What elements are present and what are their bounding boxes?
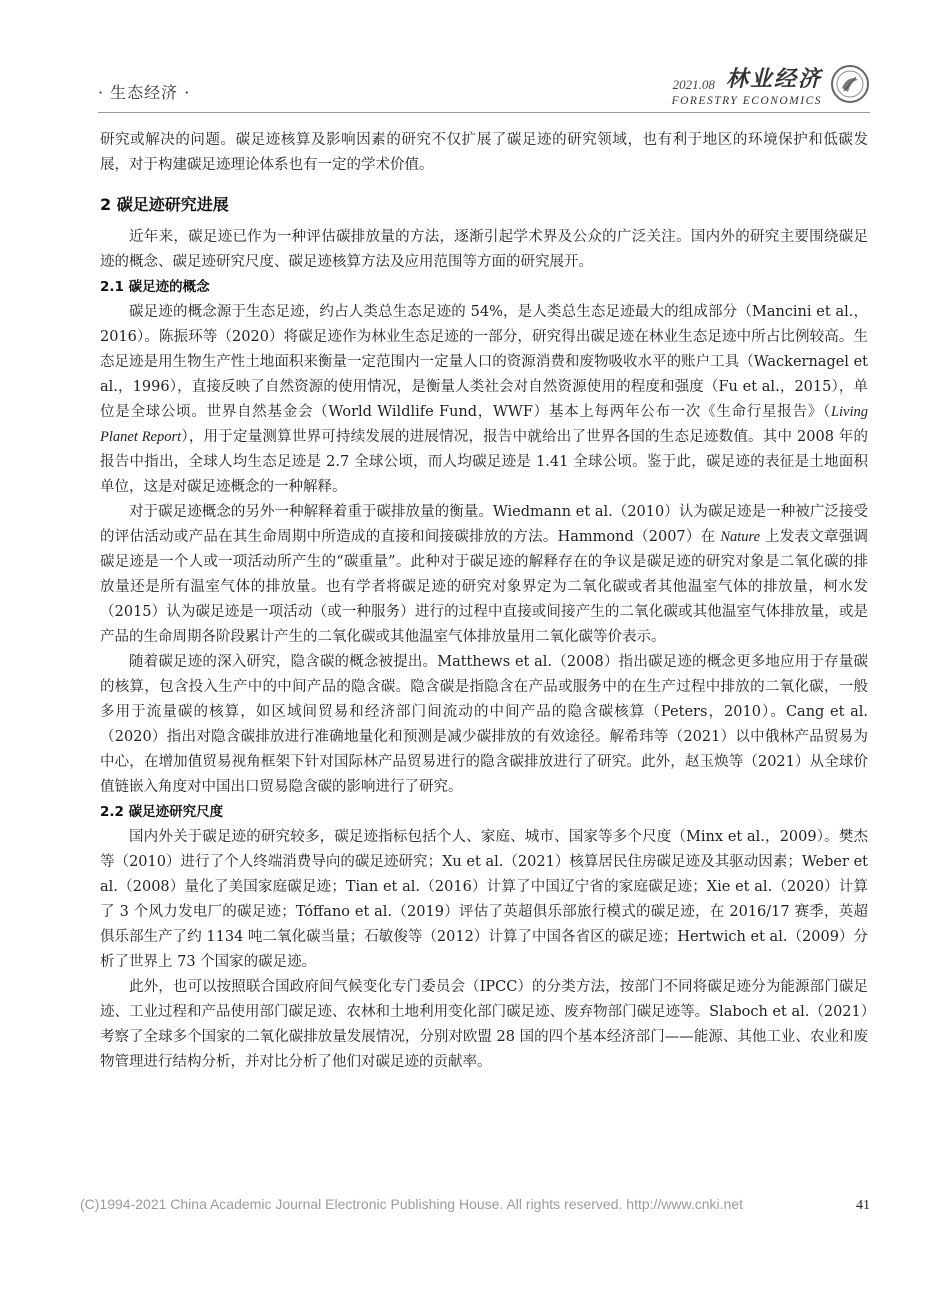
paragraph-intro-continued: 研究或解决的问题。碳足迹核算及影响因素的研究不仅扩展了碳足迹的研究领域，也有利于地区的环境保护和低碳发展，对于构建碳足迹理论体系也有一定的学术价值。 <box>100 132 868 173</box>
italic-title: Living Planet Report <box>100 404 868 445</box>
text-run: 碳足迹的概念源于生态足迹，约占人类总生态足迹的 54%，是人类总生态足迹最大的组成部分（Mancini et al.，2016）。陈振环等（2020）将碳足迹作为林业生态足迹的一部分，研究得出碳足迹在林业生态足迹中所占比例较高。生态足迹是用生物生产性土地面积来衡量一定范围内一定量人口的资源消费和废物吸收水平的账户工具（Wackernagel et al.，1996），直接反映了自然资源的使用情况，是衡量人类社会对自然资源使用的程度和强度（Fu et al.，2015），单位是全球公顷。世界自然基金会（World Wildlife Fund，WWF）基本上每两年公布一次《生命行星报告》（ <box>100 304 868 420</box>
issue-number: 2021.08 <box>672 77 715 92</box>
copyright-notice: (C)1994-2021 China Academic Journal Electronic Publishing House. All rights reserved. http://www.cnki.net <box>80 1196 743 1212</box>
section-heading-2: 2 碳足迹研究进展 <box>100 195 229 214</box>
section-tag: · 生态经济 · <box>98 83 191 102</box>
header-rule <box>98 112 870 113</box>
paragraph-section2-intro: 近年来，碳足迹已作为一种评估碳排放量的方法，逐渐引起学术界及公众的广泛关注。国内外的研究主要围绕碳足迹的概念、碳足迹研究尺度、碳足迹核算方法及应用范围等方面的研究展开。 <box>100 229 868 270</box>
page-footer <box>80 1196 870 1220</box>
paragraph-2-1-a <box>100 300 868 500</box>
text-run: ），用于定量测算世界可持续发展的进展情况，报告中就给出了世界各国的生态足迹数值。其中 2008 年的报告中指出，全球人均生态足迹是 2.7 全球公顷，而人均碳足迹是 1.41 全球公顷。鉴于此，碳足迹的表征是土地面积单位，这是对碳足迹概念的一种解释。 <box>100 429 868 495</box>
journal-masthead <box>672 62 822 107</box>
article-body <box>100 128 868 1075</box>
text-run: 上发表文章强调碳足迹是一个人或一项活动所产生的“碳重量”。此种对于碳足迹的解释存在的争议是碳足迹的研究对象是二氧化碳的排放量还是所有温室气体的排放量。也有学者将碳足迹的研究对象界定为二氧化碳或者其他温室气体的排放量，柯水发（2015）认为碳足迹是一项活动（或一种服务）进行的过程中直接或间接产生的二氧化碳或其他温室气体排放量，或是产品的生命周期各阶段累计产生的二氧化碳或其他温室气体排放量用二氧化碳等价表示。 <box>100 529 868 645</box>
subsection-heading-2-1: 2.1 碳足迹的概念 <box>100 279 210 295</box>
paragraph-2-1-b <box>100 500 868 650</box>
page-number: 41 <box>856 1198 870 1213</box>
page-header <box>0 0 950 120</box>
journal-name-en: FORESTRY ECONOMICS <box>671 95 822 107</box>
paragraph-2-2-b: 此外，也可以按照联合国政府间气候变化专门委员会（IPCC）的分类方法，按部门不同将碳足迹分为能源部门碳足迹、工业过程和产品使用部门碳足迹、农林和土地利用变化部门碳足迹、废弃物部门碳足迹等。Slaboch et al.（2021）考察了全球多个国家的二氧化碳排放量发展情况，分别对欧盟 28 国的四个基本经济部门——能源、其他工业、农业和废物管理进行结构分析，并对比分析了他们对碳足迹的贡献率。 <box>100 979 868 1070</box>
italic-title: Nature <box>720 529 761 545</box>
journal-name-cn: 林业经济 <box>725 66 822 92</box>
journal-emblem-icon <box>830 64 870 104</box>
text-run: 对于碳足迹概念的另外一种解释着重于碳排放量的衡量。Wiedmann et al.（2010）认为碳足迹是一种被广泛接受的评估活动或产品在其生命周期中所造成的直接和间接碳排放的方法。Hammond（2007）在 <box>100 504 868 545</box>
paragraph-2-2-a: 国内外关于碳足迹的研究较多，碳足迹指标包括个人、家庭、城市、国家等多个尺度（Minx et al.，2009）。樊杰等（2010）进行了个人终端消费导向的碳足迹研究；Xu et al.（2021）核算居民住房碳足迹及其驱动因素；Weber et al.（2008）量化了美国家庭碳足迹；Tian et al.（2016）计算了中国辽宁省的家庭碳足迹；Xie et al.（2020）计算了 3 个风力发电厂的碳足迹；Tóffano et al.（2019）评估了英超俱乐部旅行模式的碳足迹，在 2016/17 赛季，英超俱乐部生产了约 1134 吨二氧化碳当量；石敏俊等（2012）计算了中国各省区的碳足迹；Hertwich et al.（2009）分析了世界上 73 个国家的碳足迹。 <box>100 829 868 970</box>
subsection-heading-2-2: 2.2 碳足迹研究尺度 <box>100 804 224 820</box>
paragraph-2-1-c: 随着碳足迹的深入研究，隐含碳的概念被提出。Matthews et al.（2008）指出碳足迹的概念更多地应用于存量碳的核算，包含投入生产中的中间产品的隐含碳。隐含碳是指隐含在产品或服务中的在生产过程中排放的二氧化碳，一般多用于流量碳的核算，如区域间贸易和经济部门间流动的中间产品的隐含碳核算（Peters，2010）。Cang et al.（2020）指出对隐含碳排放进行准确地量化和预测是减少碳排放的有效途径。解希玮等（2021）以中俄林产品贸易为中心，在增加值贸易视角框架下针对国际林产品贸易进行的隐含碳排放进行了研究。此外，赵玉焕等（2021）从全球价值链嵌入角度对中国出口贸易隐含碳的影响进行了研究。 <box>100 654 868 795</box>
